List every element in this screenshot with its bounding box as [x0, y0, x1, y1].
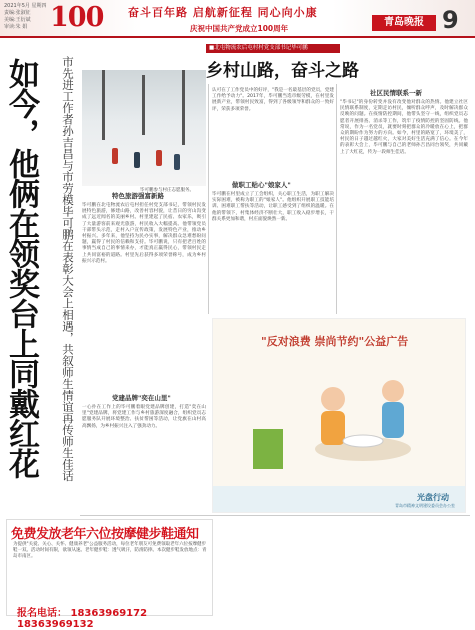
photo-caption: 毕可鹏参与村庄志愿服务。	[140, 188, 194, 193]
ad-phone	[17, 604, 212, 630]
public-service-ad	[212, 318, 466, 513]
body-text-col2: 认可在了工作党员中的好评，"我是一名最基层的党员，党建工作给予动力"。2017年，毕可鹏当选市级劳模，在村里发展新产业，带领村民致富，得到了各级领导和群众的一致好评，荣获多项荣誉。	[212, 88, 334, 112]
newspaper-brand: 青岛晚报	[372, 15, 436, 31]
centenary-logo: 100	[50, 2, 104, 33]
masthead-slogan: 奋斗百年路 启航新征程 同心向小康	[128, 6, 318, 19]
subhead-community: 社区民情联系一新	[370, 89, 422, 97]
masthead-meta	[4, 3, 47, 31]
ad-title: 免费发放老年六位按摩健步鞋通知	[11, 527, 199, 542]
subhead-union: 做职工贴心"娘家人"	[232, 181, 291, 189]
article-title: 乡村山路，奋斗之路	[206, 61, 359, 81]
psa-tag	[213, 486, 465, 512]
body-text-col2b: 毕可鹏在村里成立了工会组织，关心职工生活，为职工解决实际困难，被称为职工的"娘家人"。他组织开展职工技能培训、困难职工帮扶等活动，让职工感受到了组织的温暖。在他的带领下，村集体经济不断壮大，职工收入稳步增长，干群关系更加和谐，村庄面貌焕然一新。	[212, 192, 334, 222]
masthead	[0, 0, 475, 38]
subhead-tourism: 特色旅游强富新路	[112, 192, 164, 200]
editor: 责编:张淑征	[4, 10, 31, 16]
psa-illustration	[213, 319, 467, 514]
ad-phone-label: 报名电话：	[17, 608, 67, 619]
body-text-col3: "毕书记"的身份转变并没有改变他对群众的热情。他建立社区民情联系制度，定期走访村民，倾听群众呼声，及时解决群众反映的问题。在疫情防控期间，他带头坚守一线，组织党员志愿者开展排查、消杀等工作，筑牢了疫情防控的坚固防线。他常说，作为一名党员，就要时刻把群众的冷暖放在心上，把群众的期盼作为努力的方向。如今，村里的路宽了，环境美了，村民的日子越过越红火，大家对美好生活充满了信心。在今年的表彰大会上，毕可鹏与自己的老师孙吉昌同台领奖，共同戴上了大红花，传为一段师生佳话。	[340, 100, 468, 155]
subhead-brand: 党建品牌"奕在山里"	[112, 394, 171, 402]
body-text-col1b: 一心扑在工作上的毕可鹏着眼党建品牌创建，打造"奕在山里"党建品牌，将党建工作与乡村旅游深度融合，组织党员志愿服务队开展环境整治、扶贫帮困等活动，让党旗在山村高高飘扬，为乡村振兴注入了强劲动力。	[82, 405, 206, 429]
section-bar: ■北屯物流农后屯村村党支部书记毕可鹏	[206, 44, 340, 53]
body-text-col1: 毕可鹏在北屯物流农后屯村担任村党支部书记，带领村民发展特色旅游，修建山路，改善村容村貌，让昔日的穷山沟变成了远近闻名的美丽乡村。村里建起了民宿、农家乐，吸引了大量游客前来观光旅游，村民收入大幅提高。他带领党员干部带头示范，走村入户宣传政策，发展特色产业，推动乡村振兴。多年来，他坚持为民办实事，解决群众急难愁盼问题，赢得了村民的信赖和支持。毕可鹏说，只有把老百姓的事情当成自己的事情来办，才能真正赢得民心，带领村民走上共同富裕的道路。村里先后获得多项荣誉称号，成为乡村振兴示范村。	[82, 203, 206, 264]
shoe-advertisement	[6, 519, 213, 630]
ad-phone-2: 18363969132	[17, 619, 94, 630]
page-number: 9	[442, 6, 459, 34]
masthead-theme: 庆祝中国共产党成立100周年	[190, 24, 289, 33]
psa-tag-sub: 青岛市精神文明建设委员会办公室	[395, 503, 455, 508]
vertical-headline: 如今，他俩在领奖台上同戴红花	[3, 58, 39, 478]
ad-body: 为提供"关爱、关心、关怀、健康养老"公益服务活动，每位老年朋友可免费领取老年六位按摩健步鞋一双。活动时间有限，欲领从速。老年健步鞋：透气吸汗，防滑防摔。本次健步鞋发放地点：青岛市南区。	[13, 542, 207, 559]
article-photo	[82, 70, 206, 186]
vertical-subheadline: 市先进工作者孙吉昌与市劳模毕可鹏在表彰大会上相遇，共叙师生情谊再传师生佳话	[61, 56, 75, 482]
ad-phone-1: 18363969172	[70, 608, 148, 619]
psa-title: "反对浪费 崇尚节约"公益广告	[261, 335, 409, 348]
issue-date: 2021年5月 星期四	[4, 3, 47, 9]
proofreader: 审读:朱 娟	[4, 24, 28, 30]
psa-tag-title: 光盘行动	[417, 493, 449, 502]
designer: 美编:王衍斌	[4, 17, 31, 23]
